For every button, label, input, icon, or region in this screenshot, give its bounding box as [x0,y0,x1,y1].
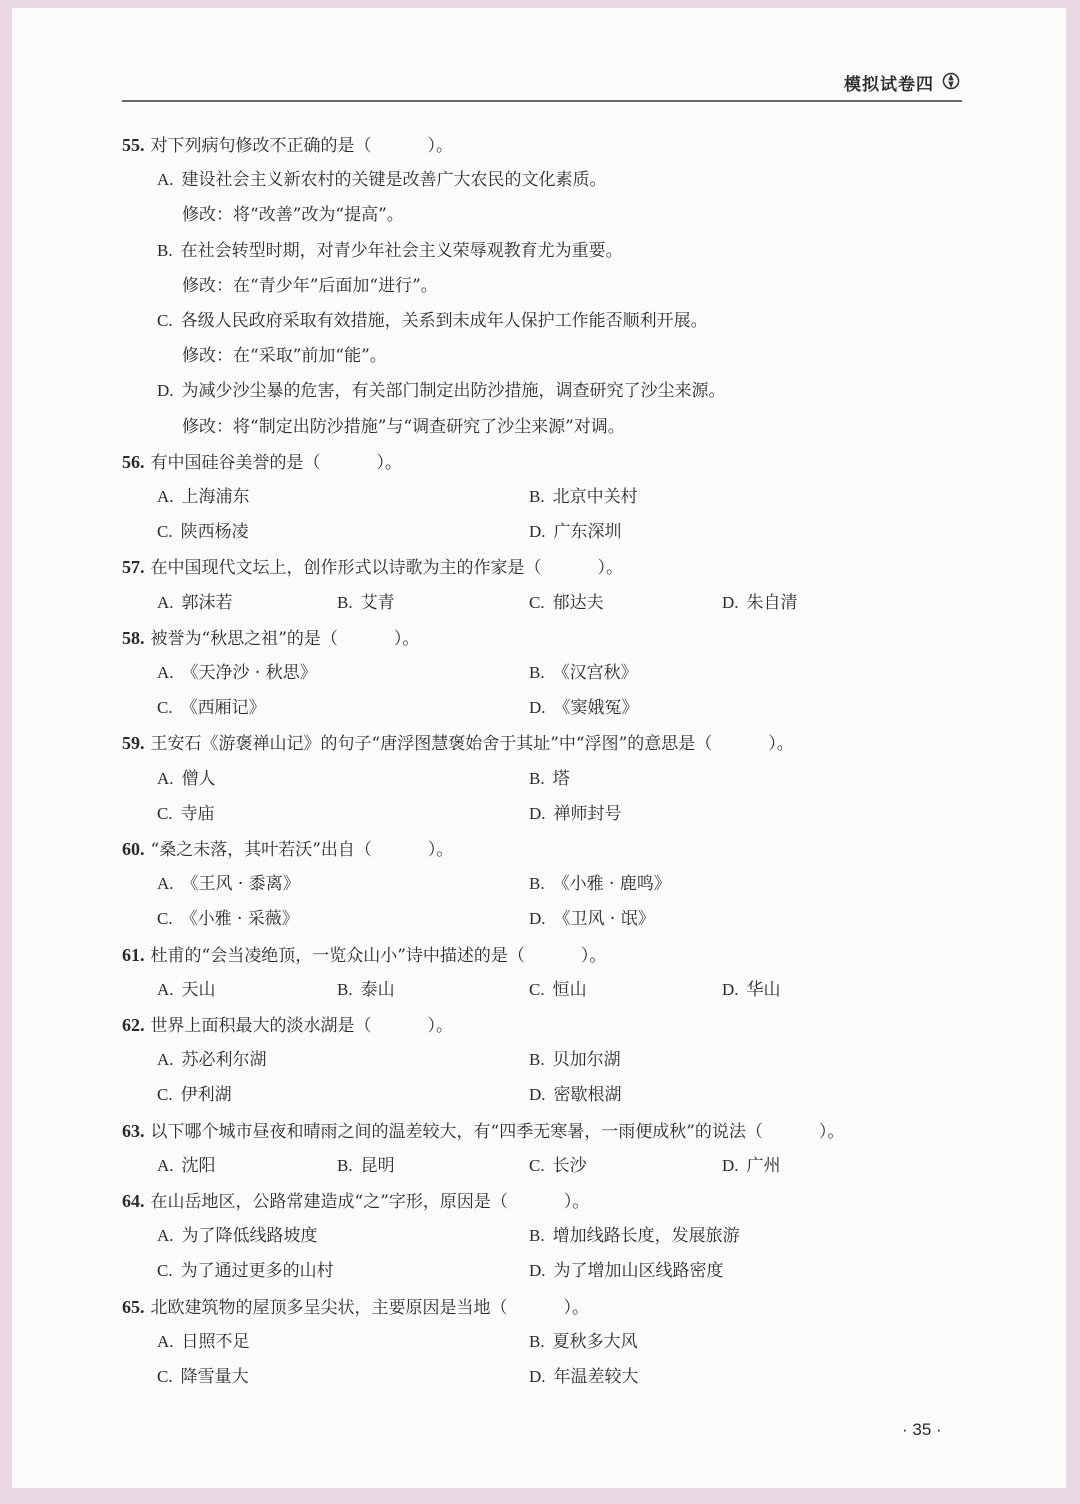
answer-option [529,975,587,1005]
answer-option [337,588,395,618]
question-number: 64. [122,1191,145,1211]
answer-option [157,517,249,547]
answer-option [182,412,625,442]
option-label: D. [529,1085,546,1105]
exam-page [12,8,1066,1488]
option-label: A. [157,979,174,999]
option-label: B. [529,487,545,506]
option-text: 在社会转型时期，对青少年社会主义荣辱观教育尤为重要。 [180,240,623,261]
answer-option [722,588,798,618]
option-label: B. [529,768,545,788]
option-label: C. [157,1085,173,1105]
option-text: 北京中关村 [552,487,638,507]
question-stem [122,447,402,477]
question-text: “桑之未落，其叶若沃”出自（ [150,840,372,860]
question-list [12,8,1066,1488]
option-label: B. [529,874,545,894]
question-number: 63. [122,1120,145,1141]
option-label: B. [529,1050,545,1070]
answer-option [529,1256,724,1286]
question-close: ）。 [427,136,453,156]
option-label: A. [157,1155,174,1175]
question-number: 62. [122,1015,145,1035]
question-close: ）。 [818,1121,845,1142]
question-stem [122,728,794,758]
answer-option [157,975,216,1005]
question-text: 杜甫的“会当凌绝顶，一览众山小”诗中描述的是（ [150,945,525,966]
question-number: 59. [122,733,145,754]
question-number: 56. [122,451,145,472]
option-text: 《西厢记》 [180,698,266,719]
option-label: D. [157,381,174,401]
option-label: B. [529,1331,545,1351]
option-label: D. [529,909,546,929]
answer-option [157,1080,232,1110]
option-text: 僧人 [181,768,216,789]
option-label: D. [722,1155,739,1175]
question-stem [122,1010,453,1040]
answer-option [529,1045,621,1075]
answer-option [722,975,781,1005]
answer-option [529,1221,740,1251]
option-label: B. [529,1226,545,1246]
option-label: D. [722,592,739,612]
question-close: ）。 [580,945,607,966]
question-stem [122,834,453,864]
option-text: 朱自清 [746,592,798,613]
answer-option [157,764,216,794]
question-text: 北欧建筑物的屋顶多呈尖状，主要原因是当地（ [150,1297,508,1318]
option-label: A. [157,487,174,506]
option-text: 沈阳 [181,1155,216,1176]
option-label: A. [157,874,174,894]
option-label: C. [529,1155,545,1175]
option-text: 修改：在“青少年”后面加“进行”。 [182,275,438,296]
option-text: 为了通过更多的山村 [180,1261,334,1282]
answer-option [529,764,570,794]
option-label: D. [529,522,546,542]
question-close: ）。 [563,1297,589,1318]
option-text: 日照不足 [181,1331,250,1352]
option-label: D. [529,698,546,718]
question-number: 65. [122,1296,145,1317]
answer-option [157,1256,334,1286]
header-title: 模拟试卷四 [844,75,934,95]
question-text: 世界上面积最大的淡水湖是（ [150,1016,372,1036]
option-text: 《王风 · 黍离》 [181,874,300,895]
page-number: · 35 · [902,1420,942,1439]
answer-option [157,236,623,266]
option-label: A. [157,663,174,682]
option-label: D. [529,1261,546,1281]
option-text: 广州 [746,1155,781,1176]
answer-option [157,588,233,618]
question-text: 王安石《游褒禅山记》的句子“唐浮图慧褒始舍于其址”中“浮图”的意思是（ [150,734,713,755]
option-text: 《窦娥冤》 [553,698,639,719]
question-text: 在中国现代文坛上，创作形式以诗歌为主的作家是（ [150,558,542,579]
answer-option [182,341,387,371]
question-text: 以下哪个城市昼夜和晴雨之间的温差较大，有“四季无寒暑，一雨便成秋”的说法（ [150,1121,763,1142]
answer-option [529,1362,639,1392]
question-close: ）。 [597,558,623,579]
question-number: 60. [122,839,145,859]
option-text: 建设社会主义新农村的关键是改善广大农民的文化素质。 [181,170,607,191]
answer-option [182,271,438,301]
answer-option [157,482,250,512]
option-label: B. [337,592,353,612]
question-stem [122,1116,844,1146]
answer-option [529,517,622,547]
option-text: 为减少沙尘暴的危害，有关部门制定出防沙措施，调查研究了沙尘来源。 [181,381,726,402]
option-text: 长沙 [552,1155,587,1176]
answer-option [157,799,215,829]
option-label: A. [157,1226,174,1246]
option-label: A. [157,592,174,612]
question-stem [122,1186,589,1216]
option-text: 《小雅 · 采薇》 [180,909,299,930]
option-text: 塔 [552,768,570,789]
answer-option [157,1045,267,1075]
option-text: 修改：将“改善”改为“提高”。 [182,205,404,226]
option-text: 增加线路长度，发展旅游 [552,1226,740,1247]
question-stem [122,130,453,160]
option-text: 《天净沙 · 秋思》 [181,663,317,683]
option-label: B. [337,1155,353,1175]
answer-option [157,306,708,336]
answer-option [529,799,622,829]
answer-option [157,904,299,934]
option-label: C. [157,1367,173,1386]
option-label: C. [157,522,173,542]
question-stem [122,1292,589,1322]
option-label: A. [157,768,174,788]
answer-option [157,1221,318,1251]
answer-option [529,1151,587,1181]
answer-option [529,1327,638,1357]
option-label: C. [529,592,545,612]
option-text: 年温差较大 [553,1367,639,1387]
option-label: C. [157,1261,173,1281]
option-text: 降雪量大 [180,1367,249,1387]
answer-option [529,693,639,723]
option-text: 陕西杨凌 [180,522,249,543]
answer-option [529,658,638,688]
question-text: 对下列病句修改不正确的是（ [150,136,372,156]
question-close: ）。 [376,452,402,473]
question-text: 被誉为“秋思之祖”的是（ [150,628,338,649]
option-label: C. [529,979,545,999]
option-label: C. [157,311,173,330]
option-text: 昆明 [360,1155,395,1176]
answer-option [529,869,671,899]
answer-option [337,975,395,1005]
option-text: 修改：在“采取”前加“能”。 [182,346,387,367]
option-label: C. [157,698,173,718]
option-text: 上海浦东 [181,487,250,507]
option-text: 华山 [746,979,781,1000]
option-label: B. [157,240,173,260]
option-text: 密歇根湖 [553,1085,622,1106]
option-label: A. [157,170,174,190]
answer-option [157,1362,249,1392]
option-text: 为了增加山区线路密度 [553,1261,724,1282]
question-text: 有中国硅谷美誉的是（ [150,452,321,473]
answer-option [529,588,604,618]
option-text: 《小雅 · 鹿鸣》 [552,874,671,895]
option-label: A. [157,1331,174,1351]
answer-option [157,658,317,688]
option-label: D. [529,803,546,823]
answer-option [722,1151,781,1181]
question-close: ）。 [427,1016,453,1036]
option-text: 为了降低线路坡度 [181,1226,318,1247]
question-close: ）。 [393,628,420,649]
question-close: ）。 [563,1192,590,1212]
option-text: 郁达夫 [552,592,604,613]
option-text: 夏秋多大风 [552,1331,638,1352]
option-label: D. [722,979,739,999]
option-text: 天山 [181,979,216,1000]
option-label: D. [529,1367,546,1386]
option-text: 《汉宫秋》 [552,663,638,683]
answer-option [529,482,638,512]
option-text: 贝加尔湖 [552,1050,621,1071]
question-number: 57. [122,557,145,578]
answer-option [337,1151,395,1181]
option-text: 禅师封号 [553,803,622,824]
option-text: 恒山 [552,979,587,1000]
option-text: 广东深圳 [553,522,622,543]
question-text: 在山岳地区，公路常建造成“之”字形，原因是（ [150,1192,508,1212]
question-stem [122,552,623,582]
option-text: 各级人民政府采取有效措施，关系到未成年人保护工作能否顺利开展。 [180,311,708,331]
answer-option [157,376,726,406]
question-close: ）。 [427,840,454,860]
option-text: 修改：将“制定出防沙措施”与“调查研究了沙尘来源”对调。 [182,416,625,437]
option-label: C. [157,803,173,823]
answer-option [157,693,266,723]
option-text: 《卫风 · 氓》 [553,909,655,930]
question-stem [122,940,606,970]
answer-option [182,200,404,230]
option-label: B. [337,979,353,999]
answer-option [157,1327,250,1357]
answer-option [157,869,300,899]
answer-option [157,165,607,195]
question-close: ）。 [768,734,794,755]
option-text: 寺庙 [180,803,215,824]
option-label: C. [157,909,173,929]
option-text: 苏必利尔湖 [181,1050,267,1071]
answer-option [529,1080,622,1110]
option-label: B. [529,663,545,682]
option-text: 郭沫若 [181,592,233,613]
question-stem [122,623,419,653]
answer-option [529,904,655,934]
option-text: 艾青 [360,592,395,613]
question-number: 58. [122,627,145,648]
option-text: 泰山 [360,979,395,1000]
question-number: 55. [122,135,145,155]
option-label: A. [157,1050,174,1070]
question-number: 61. [122,944,145,965]
answer-option [157,1151,216,1181]
option-text: 伊利湖 [180,1085,232,1106]
